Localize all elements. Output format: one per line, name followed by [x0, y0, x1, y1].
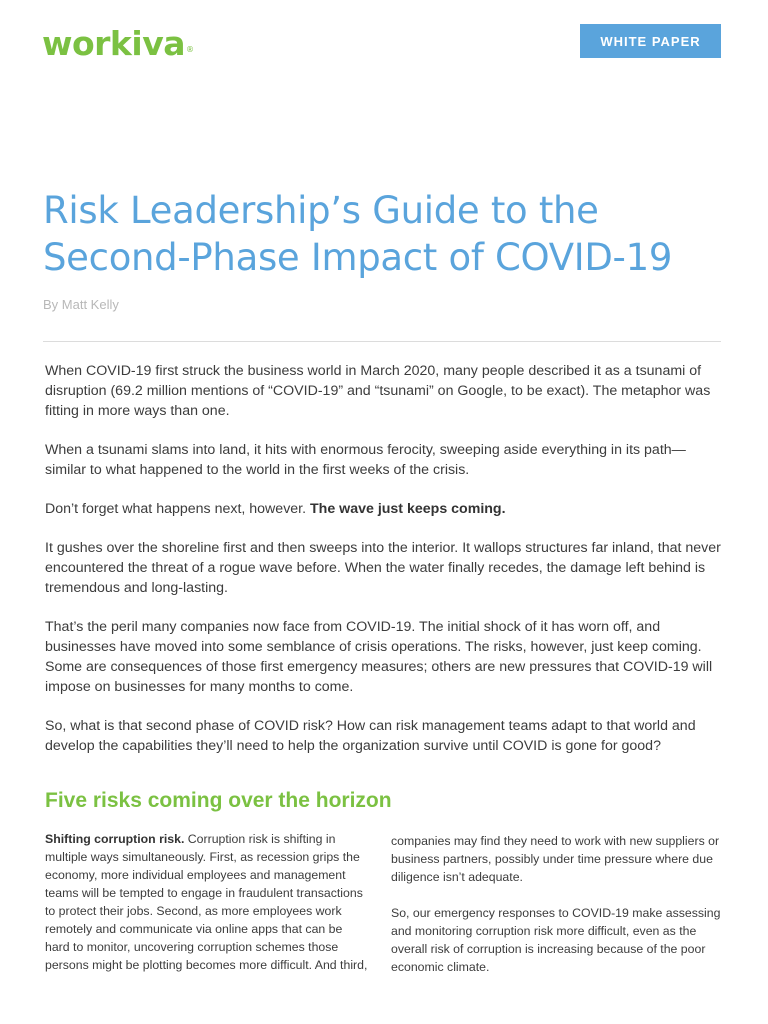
intro-paragraph-3-emphasis: The wave just keeps coming.	[310, 501, 506, 517]
white-paper-badge: WHITE PAPER	[580, 24, 721, 58]
logo-wordmark: workiva	[42, 24, 185, 63]
byline: By Matt Kelly	[43, 297, 119, 312]
divider	[43, 341, 721, 342]
intro-paragraph-3	[45, 499, 725, 519]
document-title: Risk Leadership’s Guide to the Second-Phase Impact of COVID-19	[43, 189, 673, 279]
intro-paragraph-5: That’s the peril many companies now face from COVID-19. The initial shock of it has worn off, and businesses have moved into some semblance of crisis operations. The risks, however, just keep coming. Some are consequences of those first emergency measures; others are new pressures that COVID-19 will impose on businesses for many months to come.	[45, 619, 713, 695]
right-paragraph-2: So, our emergency responses to COVID-19 make assessing and monitoring corruption risk more difficult, even as the overall risk of corruption is increasing because of the poor economic climate.	[391, 906, 721, 974]
intro-body	[45, 361, 725, 775]
section-heading: Five risks coming over the horizon	[45, 789, 392, 812]
registered-mark: ®	[185, 45, 194, 54]
right-column	[391, 832, 721, 994]
intro-paragraph-4: It gushes over the shoreline first and then sweeps into the interior. It wallops structures far inland, that never encountered the threat of a rogue wave before. When the water finally recedes, the damage left behind is tremendous and long-lasting.	[45, 540, 721, 596]
corruption-risk-lead: Shifting corruption risk.	[45, 832, 185, 846]
intro-paragraph-3-lead: Don’t forget what happens next, however.	[45, 501, 310, 517]
intro-paragraph-2: When a tsunami slams into land, it hits with enormous ferocity, sweeping aside everything in its path—similar to what happened to the world in the first weeks of the crisis.	[45, 442, 686, 478]
corruption-risk-paragraph	[45, 830, 370, 974]
workiva-logo	[42, 24, 193, 64]
corruption-risk-text: Corruption risk is shifting in multiple ways simultaneously. First, as recession grips the economy, more individual employees and management teams will be tempted to engage in fraudulent transactions to protect their jobs. Second, as more employees work remotely and communicate via online apps that can be hard to monitor, uncovering corruption schemes those persons might be plotting becomes more difficult. And third,	[45, 832, 368, 972]
right-paragraph-1: companies may find they need to work with new suppliers or business partners, possibly under time pressure where due diligence isn’t adequate.	[391, 834, 720, 884]
left-column	[45, 830, 370, 992]
intro-paragraph-6: So, what is that second phase of COVID risk? How can risk management teams adapt to that world and develop the capabilities they’ll need to help the organization survive until COVID is gone for good?	[45, 718, 696, 754]
intro-paragraph-1: When COVID-19 first struck the business world in March 2020, many people described it as a tsunami of disruption (69.2 million mentions of “COVID-19” and “tsunami” on Google, to be exact). The metaphor was fitting in more ways than one.	[45, 363, 711, 419]
